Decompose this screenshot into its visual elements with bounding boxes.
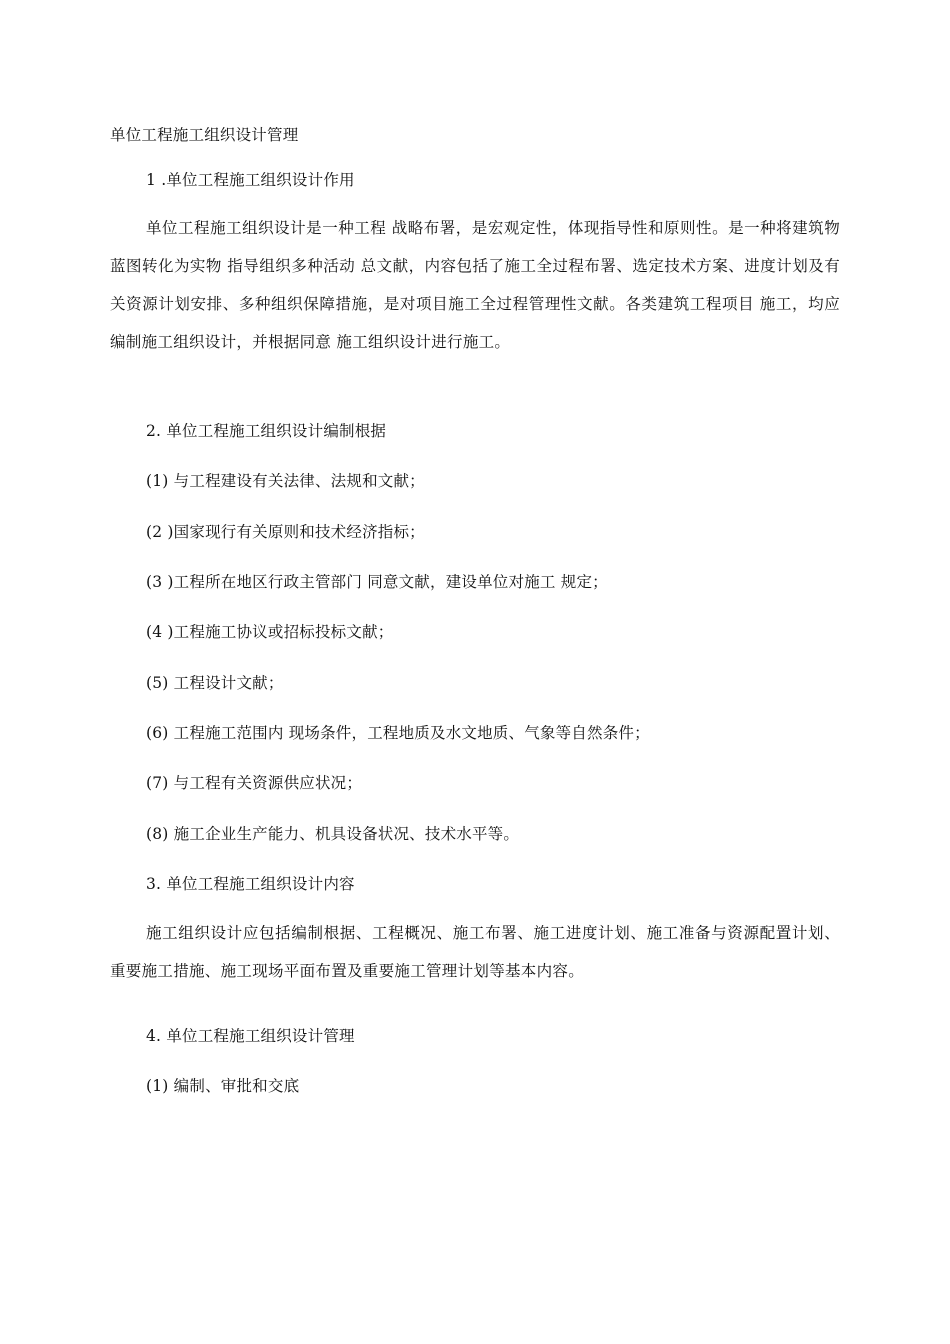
section-3-heading: 3. 单位工程施工组织设计内容	[146, 875, 355, 893]
section-2-item-4: (4 )工程施工协议或招标投标文献；	[146, 623, 394, 641]
section-2-item-7: (7) 与工程有关资源供应状况；	[146, 774, 363, 792]
section-4-item-1: (1) 编制、审批和交底	[146, 1077, 300, 1095]
document-title: 单位工程施工组织设计管理	[110, 126, 299, 144]
section-2-item-1: (1) 与工程建设有关法律、法规和文献；	[146, 472, 425, 490]
section-4-heading: 4. 单位工程施工组织设计管理	[146, 1027, 355, 1045]
section-2-item-8: (8) 施工企业生产能力、机具设备状况、技术水平等。	[146, 825, 520, 843]
section-2-item-3: (3 )工程所在地区行政主管部门 同意文献，建设单位对施工 规定；	[146, 573, 608, 591]
section-2-item-2: (2 )国家现行有关原则和技术经济指标；	[146, 523, 425, 541]
section-3-body: 施工组织设计应包括编制根据、工程概况、施工布署、施工进度计划、施工准备与资源配置计划、重要施工措施、施工现场平面布置及重要施工管理计划等基本内容。	[110, 924, 840, 980]
section-1-heading: 1 .单位工程施工组织设计作用	[146, 171, 355, 189]
section-2-item-6: (6) 工程施工范围内 现场条件，工程地质及水文地质、气象等自然条件；	[146, 724, 650, 742]
section-2-heading: 2. 单位工程施工组织设计编制根据	[146, 422, 387, 440]
section-1-body: 单位工程施工组织设计是一种工程 战略布署，是宏观定性，体现指导性和原则性。是一种将建筑物 蓝图转化为实物 指导组织多种活动 总文献，内容包括了施工全过程布署、选定技术方案、进度计划及有关资源计划安排、多种组织保障措施，是对项目施工全过程管理性文献。各类建筑工程项目 施工，均应编制施工组织设计，并根据同意 施工组织设计进行施工。	[110, 219, 840, 351]
section-2-item-5: (5) 工程设计文献；	[146, 674, 284, 692]
